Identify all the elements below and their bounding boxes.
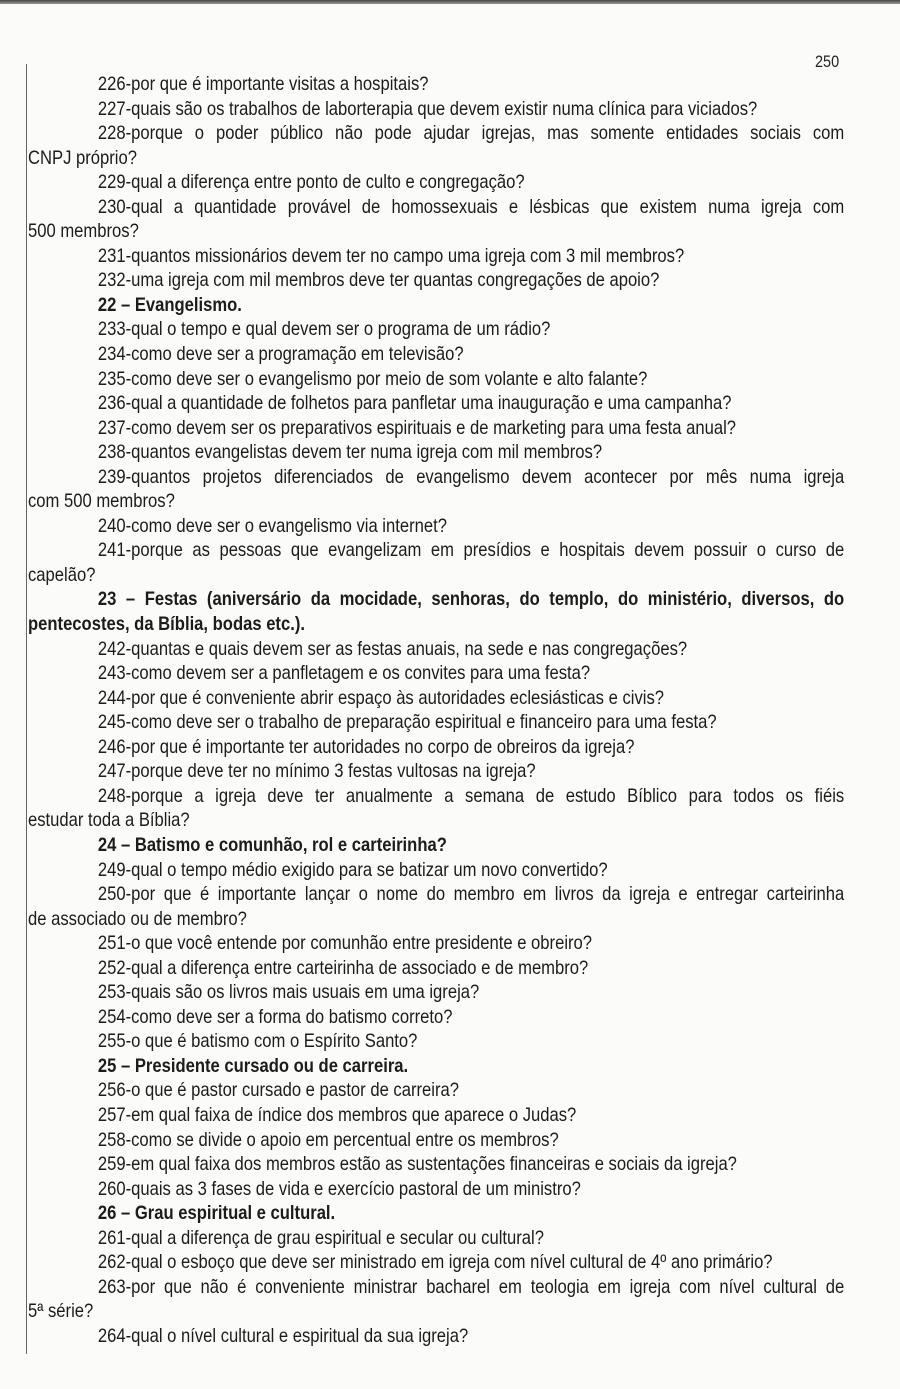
- question-line: 231-quantos missionários devem ter no campo uma igreja com 3 mil membros?: [97, 244, 685, 267]
- question-line: 252-qual a diferença entre carteirinha de associado e de membro?: [97, 956, 589, 979]
- scan-edge: [0, 0, 900, 4]
- question-line: CNPJ próprio?: [28, 146, 137, 169]
- question-line: 245-como deve ser o trabalho de preparação espiritual e financeiro para uma festa?: [97, 711, 717, 734]
- question-line: 229-qual a diferença entre ponto de culto e congregação?: [97, 171, 525, 194]
- question-line: 239-quantos projetos diferenciados de evangelismo devem acontecer por mês numa igreja: [97, 465, 845, 488]
- question-line: 238-quantos evangelistas devem ter numa igreja com mil membros?: [97, 441, 603, 464]
- question-line: 247-porque deve ter no mínimo 3 festas vultosas na igreja?: [97, 760, 536, 783]
- question-line: 259-em qual faixa dos membros estão as sustentações financeiras e sociais da igreja?: [97, 1153, 737, 1176]
- question-line: 262-qual o esboço que deve ser ministrado em igreja com nível cultural de 4º ano primário?: [97, 1251, 773, 1274]
- question-line: 261-qual a diferença de grau espiritual e secular ou cultural?: [97, 1226, 544, 1249]
- question-line: 257-em qual faixa de índice dos membros que aparece o Judas?: [97, 1103, 577, 1126]
- question-line: 242-quantas e quais devem ser as festas anuais, na sede e nas congregações?: [97, 637, 688, 660]
- question-line: 236-qual a quantidade de folhetos para panfletar uma inauguração e uma campanha?: [97, 392, 732, 415]
- question-line: 246-por que é importante ter autoridades no corpo de obreiros da igreja?: [97, 735, 635, 758]
- question-line: 226-por que é importante visitas a hospitais?: [97, 73, 429, 95]
- question-line: 240-como deve ser o evangelismo via internet?: [97, 514, 447, 537]
- section-heading: 25 – Presidente cursado ou de carreira.: [97, 1054, 409, 1077]
- question-line: 255-o que é batismo com o Espírito Santo?: [97, 1030, 418, 1053]
- question-line: 228-porque o poder público não pode ajudar igrejas, mas somente entidades sociais com: [97, 122, 845, 145]
- question-line: com 500 membros?: [28, 490, 175, 513]
- question-line: 260-quais as 3 fases de vida e exercício pastoral de um ministro?: [97, 1177, 581, 1200]
- question-line: 244-por que é conveniente abrir espaço às autoridades eclesiásticas e civis?: [97, 686, 665, 709]
- section-heading: 22 – Evangelismo.: [97, 293, 242, 316]
- question-line: 5ª série?: [28, 1300, 94, 1323]
- question-line: 241-porque as pessoas que evangelizam em presídios e hospitais devem possuir o curso de: [97, 539, 845, 562]
- scan-margin-line: [26, 64, 27, 1354]
- question-line: 243-como devem ser a panfletagem e os convites para uma festa?: [97, 662, 591, 685]
- question-line: estudar toda a Bíblia?: [28, 809, 190, 832]
- question-line: 253-quais são os livros mais usuais em uma igreja?: [97, 981, 480, 1004]
- question-line: 254-como deve ser a forma do batismo correto?: [97, 1005, 453, 1028]
- document-body: [28, 72, 844, 1348]
- section-heading: 23 – Festas (aniversário da mocidade, senhoras, do templo, do ministério, diversos, do: [97, 588, 845, 611]
- question-line: 230-qual a quantidade provável de homossexuais e lésbicas que existem numa igreja com: [97, 195, 845, 218]
- question-line: de associado ou de membro?: [28, 907, 247, 930]
- question-line: 249-qual o tempo médio exigido para se batizar um novo convertido?: [97, 858, 608, 881]
- section-heading: pentecostes, da Bíblia, bodas etc.).: [28, 613, 305, 636]
- question-line: 233-qual o tempo e qual devem ser o programa de um rádio?: [97, 318, 551, 341]
- question-line: 250-por que é importante lançar o nome do membro em livros da igreja e entregar carteirinha: [97, 883, 845, 906]
- question-line: 258-como se divide o apoio em percentual entre os membros?: [97, 1128, 559, 1151]
- section-heading: 26 – Grau espiritual e cultural.: [97, 1202, 336, 1225]
- question-line: 263-por que não é conveniente ministrar bacharel em teologia em igreja com nível cultural de: [97, 1275, 845, 1298]
- question-line: 251-o que você entende por comunhão entre presidente e obreiro?: [97, 932, 593, 955]
- question-line: 248-porque a igreja deve ter anualmente a semana de estudo Bíblico para todos os fiéis: [97, 784, 845, 807]
- question-line: 256-o que é pastor cursado e pastor de carreira?: [97, 1079, 459, 1102]
- question-line: 234-como deve ser a programação em televisão?: [97, 343, 464, 366]
- question-line: 232-uma igreja com mil membros deve ter quantas congregações de apoio?: [97, 269, 660, 292]
- page-number: 250: [815, 52, 840, 71]
- section-heading: 24 – Batismo e comunhão, rol e carteirinha?: [97, 833, 447, 856]
- question-line: 237-como devem ser os preparativos espirituais e de marketing para uma festa anual?: [97, 416, 736, 439]
- question-line: 500 membros?: [28, 220, 139, 243]
- question-line: 235-como deve ser o evangelismo por meio de som volante e alto falante?: [97, 367, 648, 390]
- question-line: 227-quais são os trabalhos de laborterapia que devem existir numa clínica para viciados?: [97, 97, 758, 120]
- question-line: capelão?: [28, 563, 96, 586]
- question-line: 264-qual o nível cultural e espiritual da sua igreja?: [97, 1324, 469, 1347]
